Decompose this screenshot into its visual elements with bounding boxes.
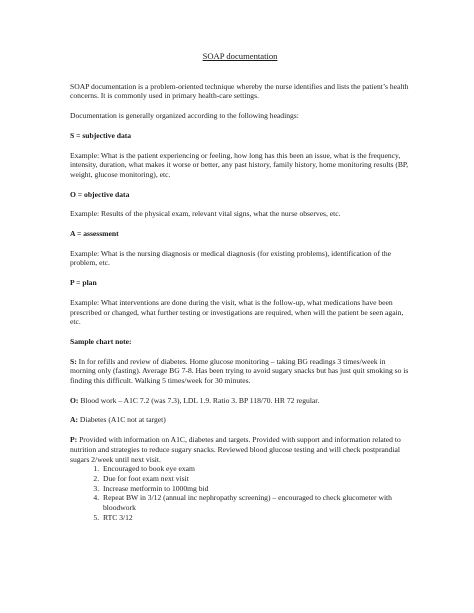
plan-list <box>70 464 410 522</box>
sample-plan <box>70 435 410 464</box>
list-item: 5. RTC 3/12 <box>101 513 410 523</box>
list-item: 3. Increase metformin to 1000mg bid <box>101 484 410 494</box>
sample-a-label: A: <box>70 415 79 425</box>
sample-s-label: S: <box>70 356 77 366</box>
list-item: 4. Repeat BW in 3/12 (annual inc nephropathy screening) – encouraged to check glucometer with bloodwork <box>101 493 410 512</box>
section-heading-s: S = subjective data <box>70 130 132 140</box>
organized-paragraph: Documentation is generally organized according to the following headings: <box>70 111 299 121</box>
sample-heading: Sample chart note: <box>70 336 132 346</box>
section-heading-a: A = assessment <box>70 229 119 239</box>
section-example-a: Example: What is the nursing diagnosis or medical diagnosis (for existing problems), identification of the problem, etc. <box>70 248 392 268</box>
sample-s-text: In for refills and review of diabetes. Home glucose monitoring – taking BG readings 3 times/week in morning only (fasting). Average BG 7-8. Has been trying to avoid sugary snacks but has just quit smoking so is finding this difficult. Walking 5 times/week for 30 minutes. <box>70 356 409 386</box>
section-example-p: Example: What interventions are done during the visit, what is the follow-up, what medications have been prescribed or changed, what further testing or investigations are required, when will the patient be seen again, etc. <box>70 297 404 327</box>
sample-subjective <box>70 357 410 386</box>
section-heading-o: O = objective data <box>70 189 130 199</box>
intro-paragraph: SOAP documentation is a problem-oriented technique whereby the nurse identifies and lists the patient’s health concerns. It is commonly used in primary health-care settings. <box>70 81 409 101</box>
sample-o-label: O: <box>70 395 79 405</box>
document-page <box>70 52 410 523</box>
sample-p-text: Provided with information on A1C, diabetes and targets. Provided with support and information related to nutrition and strategies to reduce sugary snacks. Reviewed blood glucose testing and will check postprandial sugars 2/week until next visit. <box>70 435 401 464</box>
section-example-s: Example: What is the patient experiencing or feeling, how long has this been an issue, what is the frequency, intensity, duration, what makes it worse or better, any past history, family history, home monitoring results (BP, weight, glucose monitoring), etc. <box>70 150 409 179</box>
sample-o-text: Blood work – A1C 7.2 (was 7.3), LDL 1.9. Ratio 3. BP 118/70. HR 72 regular. <box>78 395 320 405</box>
sample-objective <box>70 396 410 406</box>
section-heading-p: P = plan <box>70 278 97 288</box>
sample-assessment <box>70 415 410 425</box>
list-item: 1. Encouraged to book eye exam <box>101 464 410 474</box>
page-title: SOAP documentation <box>202 51 278 61</box>
sample-a-text: Diabetes (A1C not at target) <box>78 415 166 425</box>
sample-p-label: P: <box>70 435 78 445</box>
section-example-o: Example: Results of the physical exam, relevant vital signs, what the nurse observes, etc. <box>70 209 341 219</box>
list-item: 2. Due for foot exam next visit <box>101 474 410 484</box>
